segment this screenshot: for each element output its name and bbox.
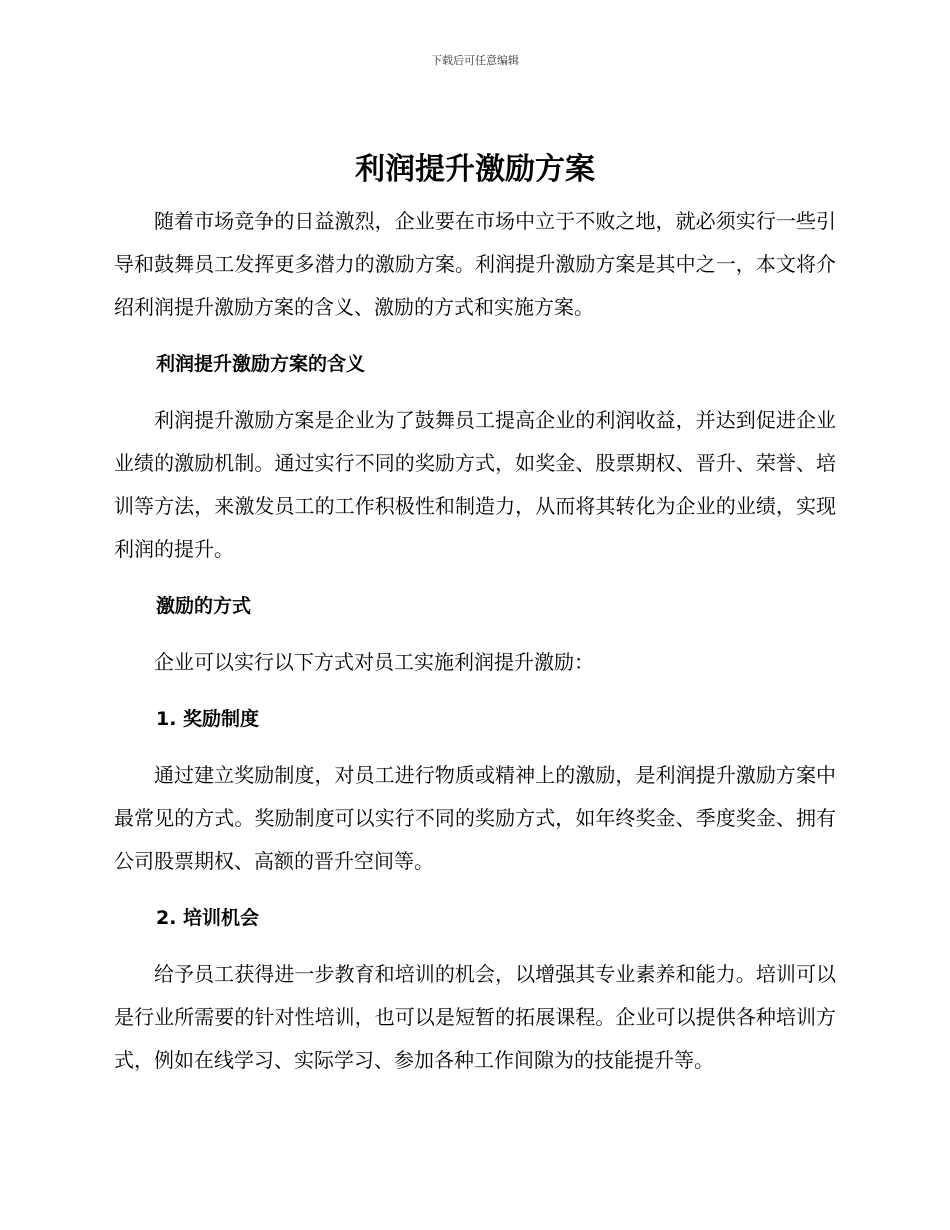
section-heading-meaning: 利润提升激励方案的含义 <box>156 353 366 375</box>
section-body-methods: 企业可以实行以下方式对员工实施利润提升激励： <box>154 650 594 674</box>
section-heading-training: 2. 培训机会 <box>156 907 260 929</box>
section-heading-methods: 激励的方式 <box>156 595 252 617</box>
section-body-training: 给予员工获得进一步教育和培训的机会，以增强其专业素养和能力。培训可以是行业所需要的针对性培训，也可以是短暂的拓展课程。企业可以提供各种培训方式，例如在线学习、实际学习、参加各种工作间隙为的技能提升等。 <box>114 962 836 1072</box>
page-header: 下载后可任意编辑 <box>431 54 519 67</box>
intro-paragraph: 随着市场竞争的日益激烈，企业要在市场中立于不败之地，就必须实行一些引导和鼓舞员工发挥更多潜力的激励方案。利润提升激励方案是其中之一，本文将介绍利润提升激励方案的含义、激励的方式和实施方案。 <box>114 209 836 319</box>
section-body-reward-system: 通过建立奖励制度，对员工进行物质或精神上的激励，是利润提升激励方案中最常见的方式。奖励制度可以实行不同的奖励方式，如年终奖金、季度奖金、拥有公司股票期权、高额的晋升空间等。 <box>114 763 836 873</box>
section-heading-reward-system: 1. 奖励制度 <box>156 708 260 730</box>
document-body <box>114 148 836 1082</box>
section-body-meaning: 利润提升激励方案是企业为了鼓舞员工提高企业的利润收益，并达到促进企业业绩的激励机制。通过实行不同的奖励方式，如奖金、股票期权、晋升、荣誉、培训等方法，来激发员工的工作积极性和制造力，从而将其转化为企业的业绩，实现利润的提升。 <box>114 408 836 561</box>
document-title: 利润提升激励方案 <box>355 152 595 187</box>
